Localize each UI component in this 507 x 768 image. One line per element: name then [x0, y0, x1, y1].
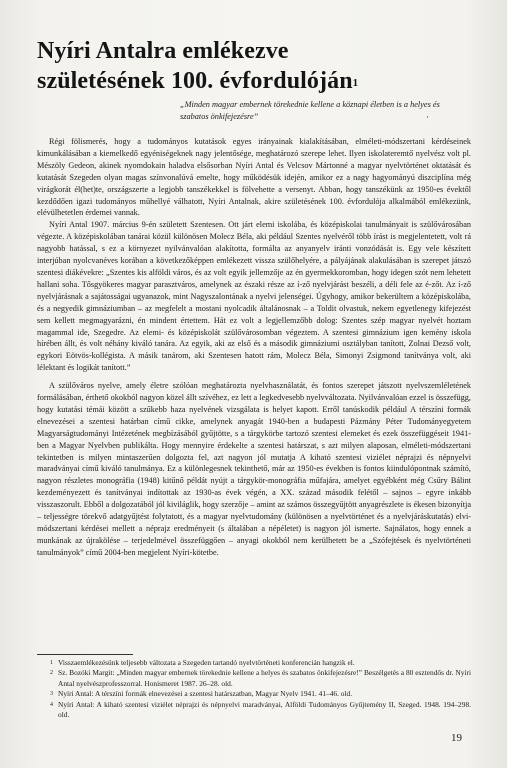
- footnote-rule: [37, 654, 133, 655]
- footnote-text: Sz. Bozóki Margit: „Minden magyar embernek törekednie kellene a helyes és szabatos önkifejezésre!” Beszélgetés a 80 esztendős dr. Nyíri Antal nyelvészprofesszorral. Honismeret 1987. 26–28. old.: [58, 668, 471, 688]
- footnote-text: Nyíri Antal: A térszíni formák elnevezései a szentesi határszatban, Magyar Nyelv 1941. 41–46. old.: [58, 689, 353, 699]
- article-body: [37, 136, 471, 559]
- title-line-2: [37, 66, 477, 96]
- paragraph-1: Régi fölismerés, hogy a tudományos kutatások egyes irányainak kialakításában, elméleti-módszertani kérdéseinek kimunkálásában a kiemelkedő egyéniségeknek nagy jelentősége, meghatározó szerepe lehet. Ilyen iskolateremtő nyelvész volt pl. Mészöly Gedeon, akinek nyomdokain haladva elsősorban Nyíri Antal és Velcsov Mártonné a magyar nyelvtörténet oktatását és kutatását Szegeden olyan magas színvonalúvá emelte, hogy működésük idején, amikor ez a nagy hagyományú diszciplína még virágkorát él(het)te, országszerte a legjobb tanszékekkel is fölvehette a versenyt. Abban, hogy tanszékünk az 1950-es évektől kezdődően igazi tudományos műhellyé válhatott, Nyíri Antalnak, akire születésének 100. évfordulója alkalmából emlékezünk, elévülhetetlen érdemei vannak.: [37, 137, 471, 218]
- footnote-number: 2: [50, 670, 53, 677]
- footnotes: [37, 658, 471, 720]
- epigraph-quote: „Minden magyar embernek törekednie kellene a köznapi életben is a helyes és szabatos önkifejezésre”: [180, 100, 440, 121]
- epigraph-mark: ·: [426, 112, 429, 122]
- paragraph-3: A szülőváros nyelve, amely életre szólóan meghatározta nyelvhasználatát, és fontos szerepet játszott nyelvszemléletének formálásában, érthető okokból nagyon közel állt szívéhez, ez lett a legkedvesebb nyelvváltozata. Nyilvánvalóan ezzel is összefügg, hogy kutatási témái között a szűkebb haza nyelvének vizsgálata is helyet kapott. Erről tanúskodik például A térszíni formák elnevezései a szentesi határban című cikke, amelynek anyagát 1940-ben a budapesti Pázmány Péter Tudományegyetem Magyarságtudományi Intézetének megbízásából gyűjtötte, s a tárgykörbe tartozó szentesi elemeket és ezek összefüggéseit 1941-ben a Magyar Nyelvben publikálta. Hogy mennyire érdekelte a szentesi határszat, s azt milyen alaposan, elméleti-módszertani tekintetben is milyen mintaszerűen dolgozta fel, azt nagyon jól mutatja A kiható szentesi viziélet néprajzi és népnyelvi maradványai című kiváló tanulmánya. Ez a különlegesnek tekinthető, már az 1950-es években is fontos kiindulópontnak számító, nagyon részletes monográfia (1948) kitűnő példát nyújt a tárgykör-monográfia műfajára, amelyet egyébként még Csűry Bálint kezdeményezett és tanítványai indítottak az 1930-as évek végén, a XX. század második felétől – sajnos – egyre inkább visszaszorult. Ebből a dolgozatából jól kiviláglik, hogy szerzője – amint az számos összegyűjtött anyagrészlete is ékesen bizonyítja – teljességre törekvő adatgyűjtést folytatott, és a magyar nyelvtudomány (különösen a nyelvtörténet és a nyelvjáráskutatás) elvi-módszertani kérdései mellett a néprajz eredményeit (s általában a népéletet) is nagyon jól ismerte. Sajnálatos, hogy ennek a munkának az újrakölése – terjedelmével összefüggően – anyagi okokból nem kerülhetett be a „Szófejtések és nyelvtörténeti tanulmányok” című 2004-ben megjelent Nyíri-kötetbe.: [37, 381, 471, 557]
- paragraph-2: Nyíri Antal 1907. március 9-én született Szentesen. Ott járt elemi iskolába, és középiskolai tanulmányait is szülővárosában végezte. A középiskolában tanárai közül különösen Molecz Béla, aki például Szentes nyelvéről több írást is megjelentetett, volt rá nagyobb hatással, s ez a környezet nyilvánvalóan alakította, formálta az anyanyelv iránti vonzódását is. Egy vele készített interjúban nyolcvanéves korában a következőképpen emlékezett vissza szülőhelyére, a pályájának alakulásában is szerepet játszó szentesi diákévekre: „Szentes kis alföldi város, és az volt egyik jellemzője az én gyermekkoromban, hogy idegen szót nem lehetett hallani soha. Tősgyökeres magyar parasztváros, amelynek az északi része az í-ző nyelvjárást beszéli, a déli fele az é-zőt. Az í-ző nyelvjárásnak a sajátosságai ugyanazok, mint Nagyszalontának a nyelvi jelenségei. Úgyhogy, amikor bekerültem a középiskolába, és a negyedik gimnáziumban – az megfelelt a mostani nyolcadik általánosnak – a Toldit olvastuk, nekem egyetlenegy kifejezést sem kellett megmagyarázni, én mindent értettem. Hát ez volt a legjellemzőbb dolog: Szentes szép magyar nyelvét hoztam magammal ide, Szegedre. Az elemi- és középiskolát szülővárosomban végeztem. A szentesi gimnázium igen kemény iskola hírében állt, és volt néhány kiváló tanára. Az egyik, aki az első és a második gimnáziumi osztályban tanított, Zolnai Dezső volt, egykori Eötvös-kollégista. A másik tanárom, aki Szentesen hatott rám, Molecz Béla, Simonyi Zsigmond tanítványa volt, aki lélektant és logikát tanított.”: [37, 220, 471, 373]
- footnote-1: [37, 658, 471, 668]
- footnote-2: [37, 668, 471, 689]
- footnote-number: 3: [50, 691, 53, 698]
- title-line-1: Nyíri Antalra emlékezve: [37, 38, 289, 64]
- footnote-number: 4: [50, 701, 53, 708]
- footnote-4: [37, 700, 471, 721]
- title-line-2-text: születésének 100. évfordulóján: [37, 68, 353, 94]
- footnote-number: 1: [50, 660, 53, 666]
- footnote-text: Visszaemlékezésünk teljesebb változata a Szegeden tartandó nyelvtörténeti konferencián hangzik el.: [58, 658, 355, 667]
- title-footnote-mark: 1: [352, 77, 359, 89]
- footnote-3: [37, 689, 471, 699]
- article-title: [37, 36, 477, 96]
- page-number: 19: [451, 732, 462, 744]
- footnote-text: Nyíri Antal: A kiható szentesi viziélet néprajzi és népnyelvi maradványai, Alföldi Tudományos Gyűjtemény II, Szeged. 1948. 194–298. old.: [58, 699, 471, 720]
